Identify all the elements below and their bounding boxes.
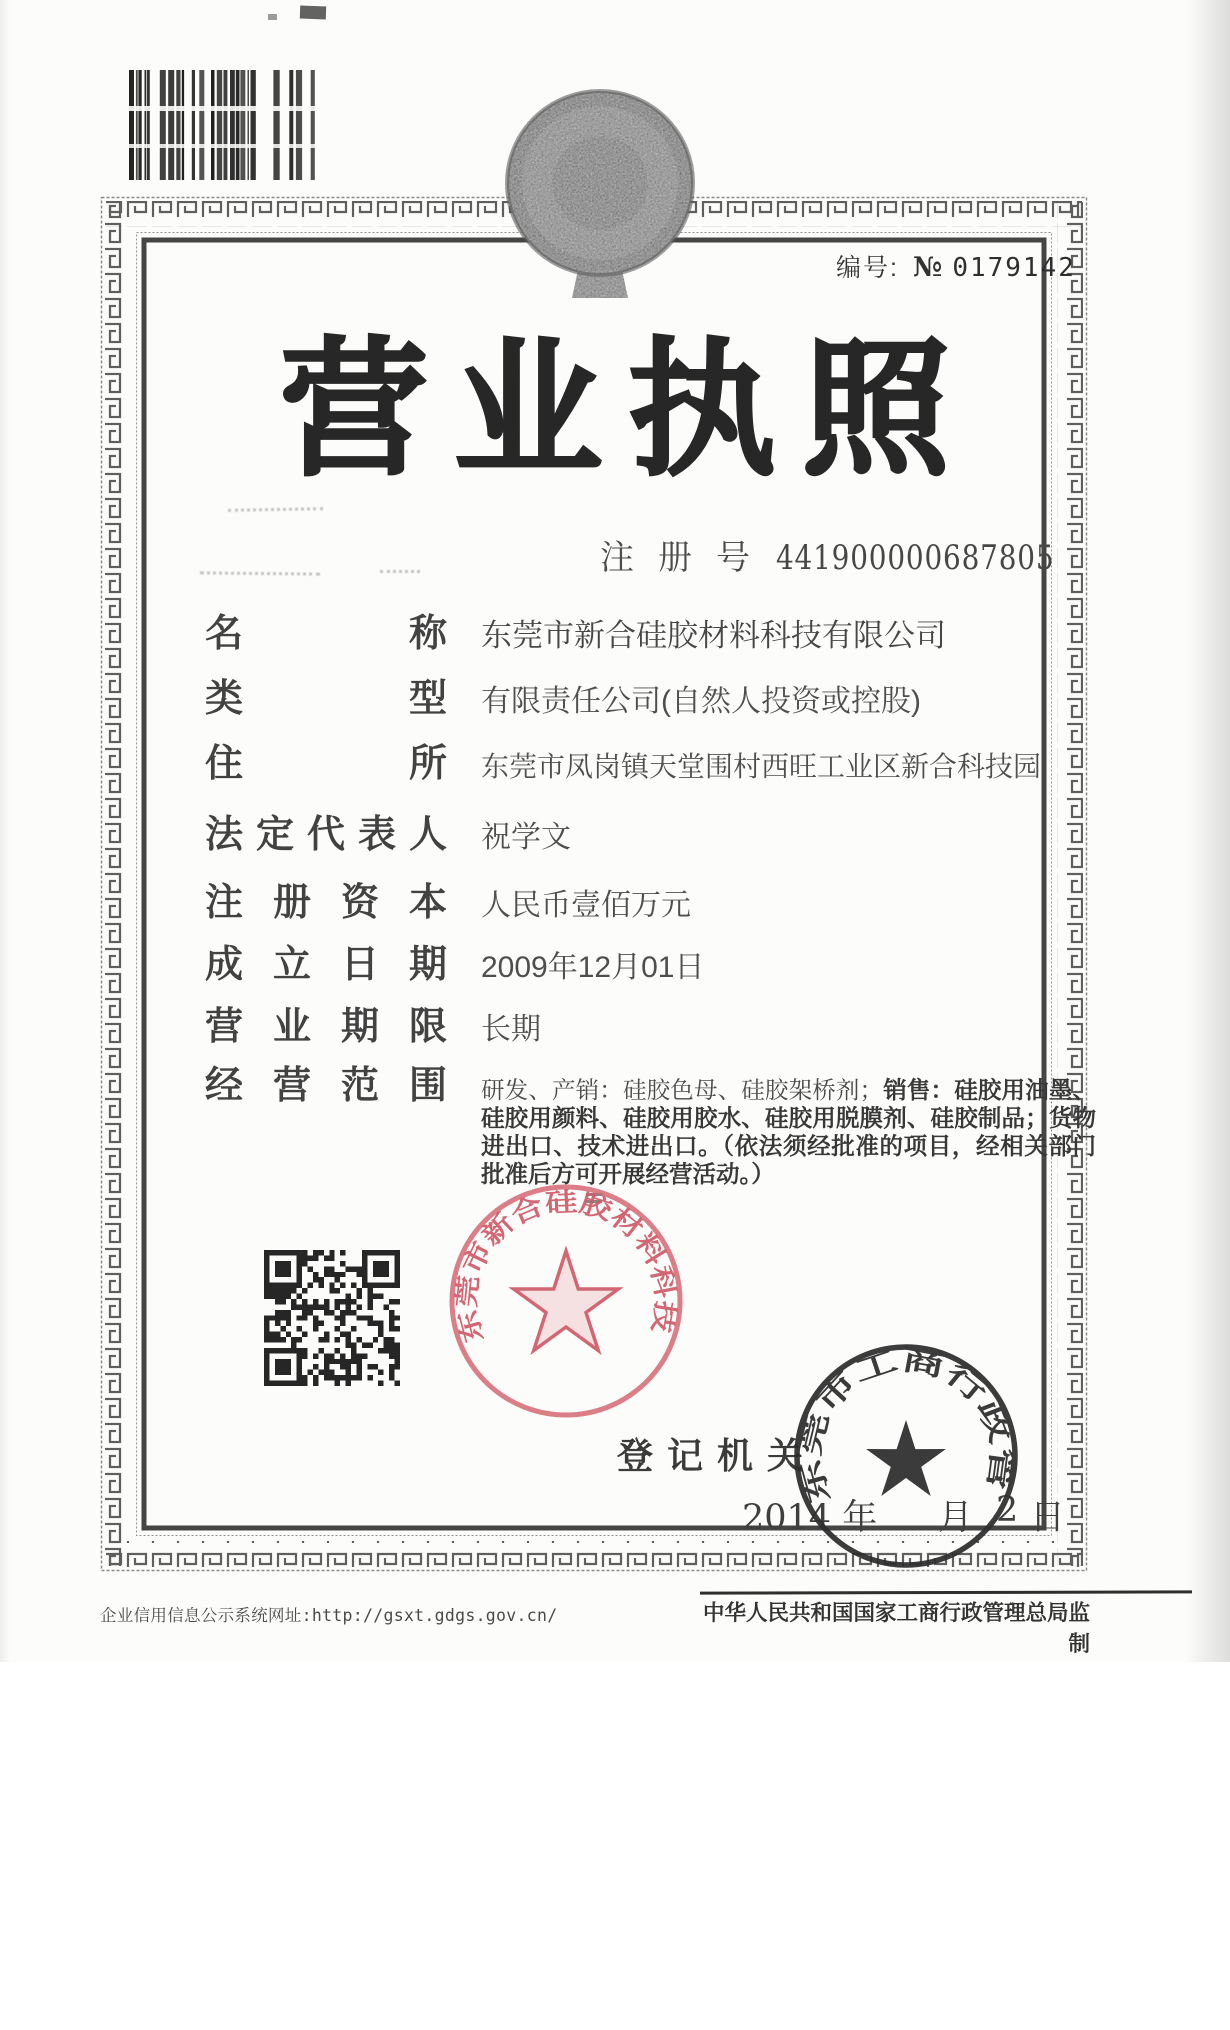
field-label: 营业期限 (205, 1006, 447, 1048)
barcode (129, 70, 325, 182)
field-value: 2009年12月01日 (481, 951, 705, 984)
field-value: 人民币壹佰万元 (481, 889, 691, 922)
issue-date-month: 月 (938, 1498, 974, 1538)
registrar-label: 登记机关 (617, 1435, 803, 1476)
field-value: 长期 (481, 1013, 541, 1046)
field-row-type (205, 676, 921, 721)
scope-regular: 研发、产销：硅胶色母、硅胶架桥剂； (481, 1077, 884, 1103)
business-scope (481, 1076, 1096, 1188)
star-icon (514, 1251, 619, 1351)
field-label: 法定代表人 (205, 814, 447, 856)
registrar-line (617, 1428, 803, 1479)
company-seal (440, 1175, 700, 1435)
registrar-seal-text: 东莞市工商行政管 (794, 1343, 1018, 1507)
issue-date-day: 2 (996, 1490, 1019, 1530)
numero-symbol: № (912, 252, 943, 283)
field-label: 成立日期 (205, 944, 447, 986)
company-seal-text: 东莞市新合硅胶材料科技 (450, 1186, 682, 1346)
qr-code (264, 1250, 400, 1386)
serial-line (836, 248, 1076, 284)
field-label: 类型 (205, 678, 447, 720)
field-value: 东莞市凤岗镇天堂围村西旺工业区新合科技园 (481, 751, 1042, 782)
scan-smudge (300, 6, 326, 20)
scan-edge-shade (1186, 0, 1230, 1662)
field-value: 祝学文 (481, 821, 571, 854)
field-label: 住所 (205, 743, 447, 785)
national-emblem-icon (500, 88, 700, 303)
registration-label: 注册号 (600, 539, 750, 577)
scope-bold: 销售：硅胶用油墨、硅胶用颜料、硅胶用胶水、硅胶用脱膜剂、硅胶制品；货物进出口、技术进出口。（依法须经批准的项目，经相关部门批准后方可开展经营活动。） (481, 1077, 1097, 1187)
registration-number: 441900000687805 (776, 538, 1055, 578)
field-row-capital (205, 880, 691, 925)
field-row-address (205, 744, 1041, 786)
field-row-name (205, 610, 946, 656)
footer-issuer: 中华人民共和国国家工商行政管理总局监制 (702, 1601, 1090, 1656)
field-row-legal-rep (205, 812, 571, 857)
field-value: 有限责任公司(自然人投资或控股) (481, 685, 921, 718)
field-row-scope (205, 1066, 1096, 1188)
serial-number: 0179142 (952, 253, 1076, 283)
field-row-term (205, 1004, 541, 1049)
scan-edge-shade-left (0, 0, 10, 1662)
field-label: 经营范围 (205, 1065, 447, 1107)
field-row-established (205, 942, 704, 987)
footer-url: 企业信用信息公示系统网址:http://gsxt.gdgs.gov.cn/ (100, 1606, 558, 1625)
star-icon (866, 1420, 946, 1496)
document-title: 营业执照 (280, 328, 976, 493)
issue-date-ri: 日 (1030, 1498, 1066, 1538)
field-label: 名称 (205, 613, 447, 655)
field-value: 东莞市新合硅胶材料科技有限公司 (481, 618, 946, 653)
field-label: 注册资本 (205, 882, 447, 924)
scan-smudge (268, 14, 277, 20)
registration-line (600, 530, 1115, 579)
issue-date-year: 2014 年 (742, 1498, 878, 1538)
registrar-seal (785, 1335, 1030, 1580)
scan-ghost-mark (380, 570, 420, 573)
serial-label: 编号: (836, 254, 899, 282)
